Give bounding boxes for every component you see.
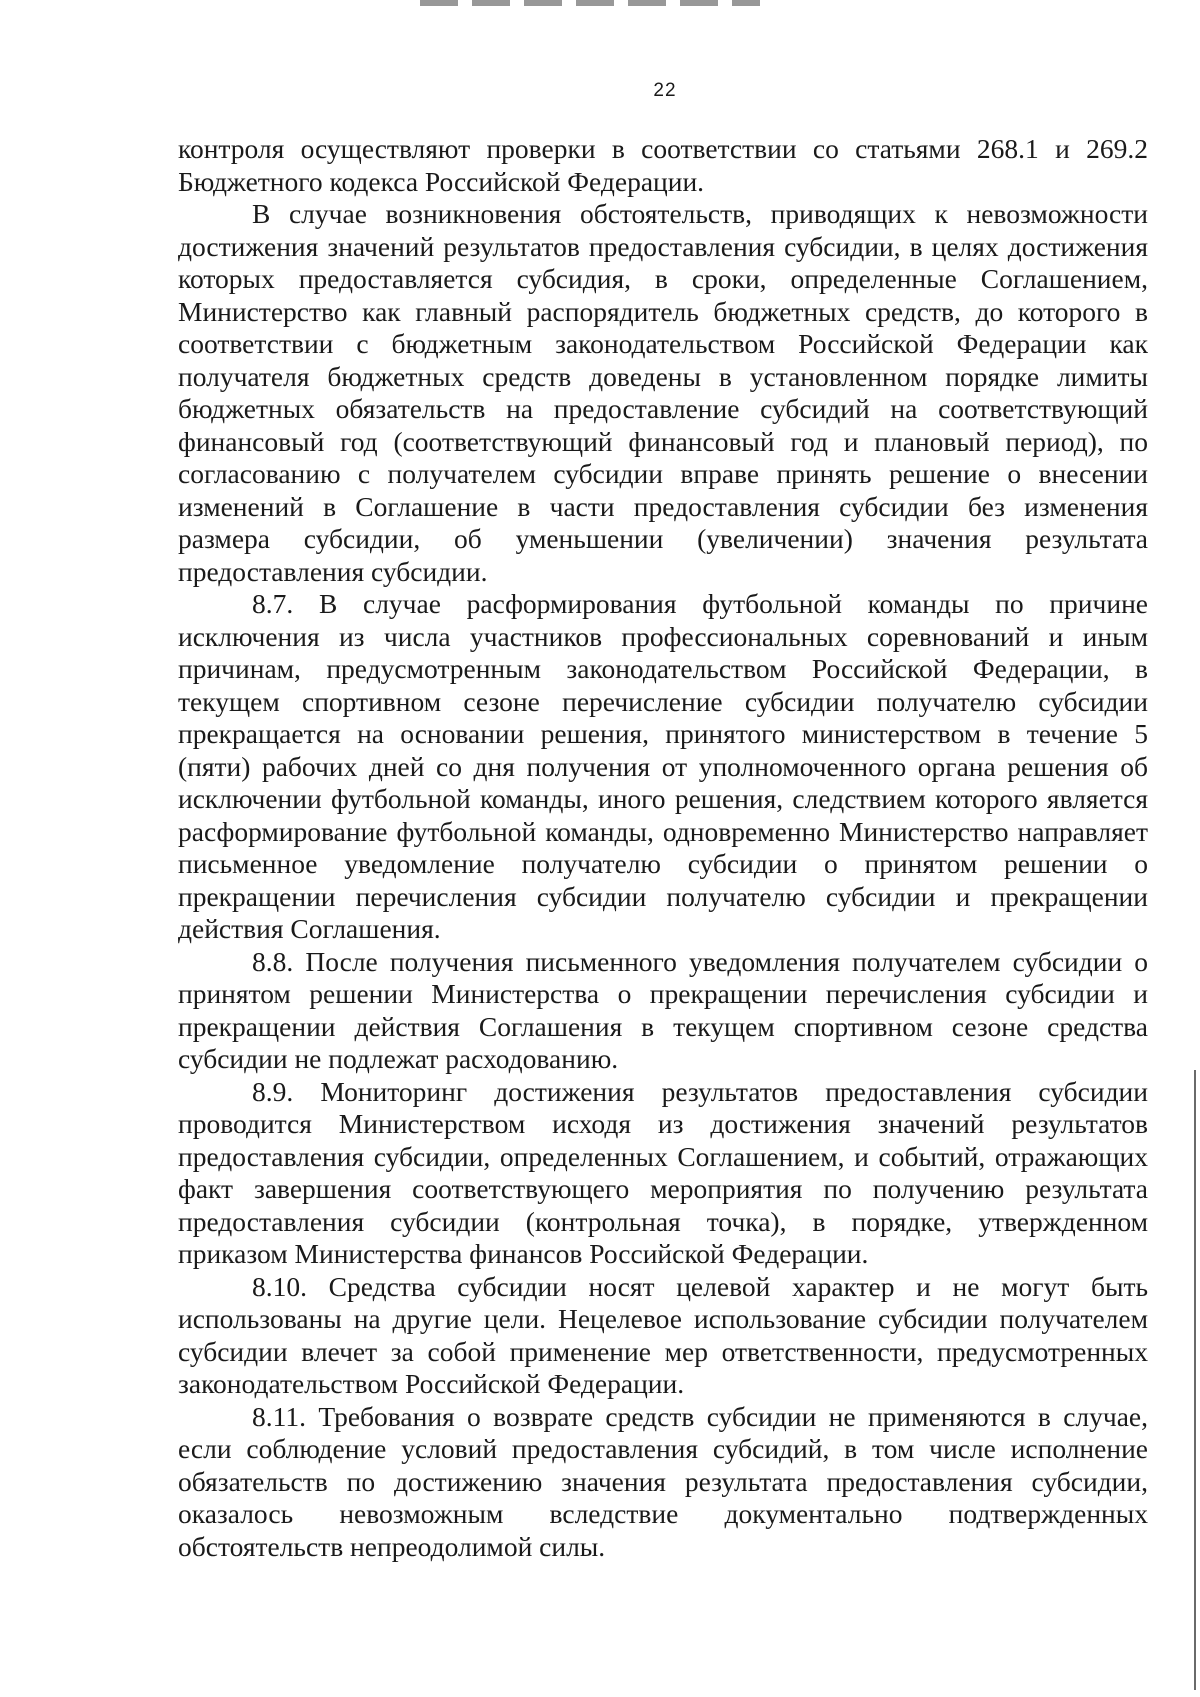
paragraph-number: 8.9.: [252, 1075, 294, 1107]
paragraph-8-7: [178, 588, 1148, 946]
paragraph-8-10: [178, 1271, 1148, 1401]
scan-edge-line: [1194, 1070, 1196, 1690]
scan-top-mark: [420, 0, 760, 6]
paragraph-8-9: [178, 1076, 1148, 1271]
paragraph-continued: [178, 133, 1148, 198]
paragraph-text: В случае возникновения обстоятельств, приводящих к невозможности достижения значений результатов предоставления субсидии, в целях достижения которых предоставляется субсидия, в сроки, определенные Соглашением, Министерство как главный распорядитель бюджетных средств, до которого в соответствии с бюджетным законодательством Российской Федерации как получателя бюджетных средств доведены в установленном порядке лимиты бюджетных обязательств на предоставление субсидий на соответствующий финансовый год (соответствующий финансовый год и плановый период), по согласованию с получателем субсидии вправе принять решение о внесении изменений в Соглашение в части предоставления субсидии без изменения размера субсидии, об уменьшении (увеличении) значения результата предоставления субсидии.: [178, 198, 1148, 587]
paragraph-text: Требования о возврате средств субсидии не применяются в случае, если соблюдение условий предоставления субсидий, в том числе исполнение обязательств по достижению значения результата предоставления субсидии, оказалось невозможным вследствие документально подтвержденных обстоятельств непреодолимой силы.: [178, 1400, 1148, 1562]
paragraph-text: В случае расформирования футбольной команды по причине исключения из числа участников профессиональных соревнований и иным причинам, предусмотренным законодательством Российской Федерации, в текущем спортивном сезоне перечисление субсидии получателю субсидии прекращается на основании решения, принятого министерством в течение 5 (пяти) рабочих дней со дня получения от уполномоченного органа решения об исключении футбольной команды, иного решения, следствием которого является расформирование футбольной команды, одновременно Министерство направляет письменное уведомление получателю субсидии о принятом решении о прекращении перечисления субсидии получателю субсидии и прекращении действия Соглашения.: [178, 588, 1148, 944]
paragraph-8-11: [178, 1401, 1148, 1564]
paragraph-text: контроля осуществляют проверки в соответствии со статьями 268.1 и 269.2 Бюджетного кодекса Российской Федерации.: [178, 133, 1148, 197]
document-body: [178, 133, 1148, 1563]
paragraph-number: 8.11.: [252, 1400, 306, 1432]
paragraph-force-majeure: [178, 198, 1148, 588]
paragraph-number: 8.8.: [252, 945, 294, 977]
paragraph-text: После получения письменного уведомления получателем субсидии о принятом решении Министерства о прекращении перечисления субсидии и прекращении действия Соглашения в текущем спортивном сезоне средства субсидии не подлежат расходованию.: [178, 945, 1148, 1074]
paragraph-8-8: [178, 946, 1148, 1076]
page-number: 22: [653, 80, 677, 101]
paragraph-text: Мониторинг достижения результатов предоставления субсидии проводится Министерством исходя из достижения значений результатов предоставления субсидии, определенных Соглашением, и событий, отражающих факт завершения соответствующего мероприятия по получению результата предоставления субсидии (контрольная точка), в порядке, утвержденном приказом Министерства финансов Российской Федерации.: [178, 1075, 1148, 1269]
paragraph-text: Средства субсидии носят целевой характер и не могут быть использованы на другие цели. Нецелевое использование субсидии получателем субсидии влечет за собой применение мер ответственности, предусмотренных законодательством Российской Федерации.: [178, 1270, 1149, 1399]
paragraph-number: 8.7.: [252, 588, 294, 619]
paragraph-number: 8.10.: [252, 1270, 307, 1302]
